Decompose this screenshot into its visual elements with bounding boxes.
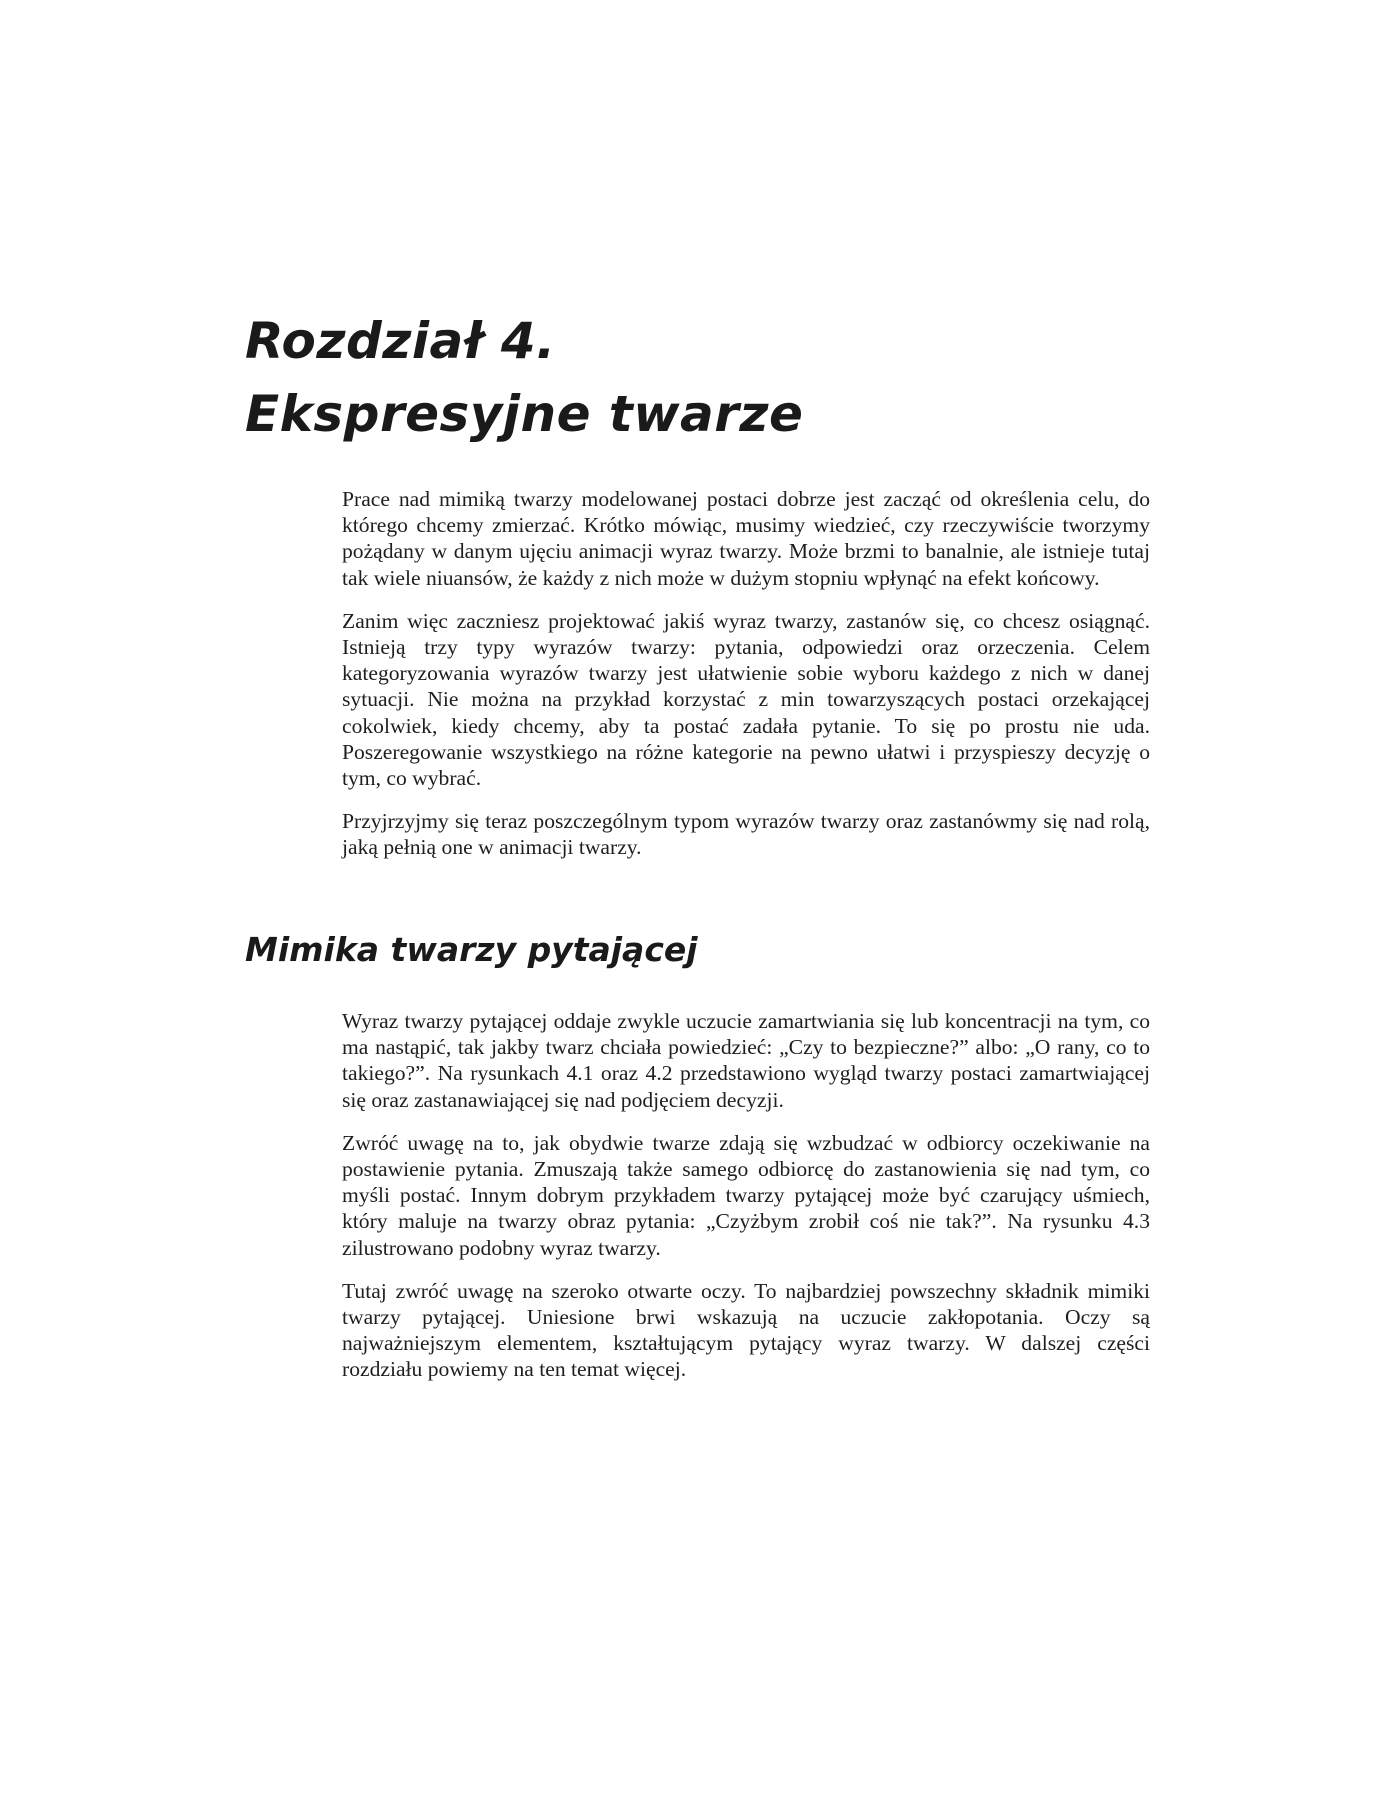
section-text bbox=[342, 1008, 1150, 1383]
paragraph: Wyraz twarzy pytającej oddaje zwykle uczucie zamartwiania się lub koncentracji na tym, co ma nastąpić, tak jakby twarz chciała powiedzieć: „Czy to bezpieczne?” albo: „O rany, co to takiego?”. Na rysunkach 4.1 oraz 4.2 przedstawiono wygląd twarzy postaci zamartwiającej się oraz zastanawiającej się nad podjęciem decyzji. bbox=[342, 1009, 1150, 1112]
paragraph: Zwróć uwagę na to, jak obydwie twarze zdają się wzbudzać w odbiorcy oczekiwanie na postawienie pytania. Zmuszają także samego odbiorcę do zastanowienia się nad tym, co myśli postać. Innym dobrym przykładem twarzy pytającej może być czarujący uśmiech, który maluje na twarzy obraz pytania: „Czyżbym zrobił coś nie tak?”. Na rysunku 4.3 zilustrowano podobny wyraz twarzy. bbox=[342, 1130, 1150, 1260]
paragraph: Prace nad mimiką twarzy modelowanej postaci dobrze jest zacząć od określenia celu, do którego chcemy zmierzać. Krótko mówiąc, musimy wiedzieć, czy rzeczywiście tworzymy pożądany w danym ujęciu animacji wyraz twarzy. Może brzmi to banalnie, ale istnieje tutaj tak wiele niuansów, że każdy z nich może w dużym stopniu wpłynąć na efekt końcowy. bbox=[342, 487, 1150, 590]
intro-text bbox=[342, 486, 1150, 861]
paragraph: Zanim więc zaczniesz projektować jakiś wyraz twarzy, zastanów się, co chcesz osiągnąć. Istnieją trzy typy wyrazów twarzy: pytania, odpowiedzi oraz orzeczenia. Celem kategoryzowania wyrazów twarzy jest ułatwienie sobie wyboru każdego z nich w danej sytuacji. Nie można na przykład korzystać z min towarzyszących postaci orzekającej cokolwiek, kiedy chcemy, aby ta postać zadała pytanie. To się po prostu nie uda. Poszeregowanie wszystkiego na różne kategorie na pewno ułatwi i przyspieszy decyzję o tym, co wybrać. bbox=[342, 608, 1150, 791]
paragraph: Tutaj zwróć uwagę na szeroko otwarte oczy. To najbardziej powszechny składnik mimiki twarzy pytającej. Uniesione brwi wskazują na uczucie zakłopotania. Oczy są najważniejszym elementem, kształtującym pytający wyraz twarzy. W dalszej części rozdziału powiemy na ten temat więcej. bbox=[342, 1278, 1150, 1382]
section-heading: Mimika twarzy pytającej bbox=[245, 930, 698, 969]
chapter-title bbox=[245, 305, 803, 451]
paragraph: Przyjrzyjmy się teraz poszczególnym typom wyrazów twarzy oraz zastanówmy się nad rolą, jaką pełnią one w animacji twarzy. bbox=[342, 809, 1150, 860]
chapter-name: Ekspresyjne twarze bbox=[245, 385, 804, 443]
chapter-number: Rozdział 4. bbox=[245, 312, 556, 370]
